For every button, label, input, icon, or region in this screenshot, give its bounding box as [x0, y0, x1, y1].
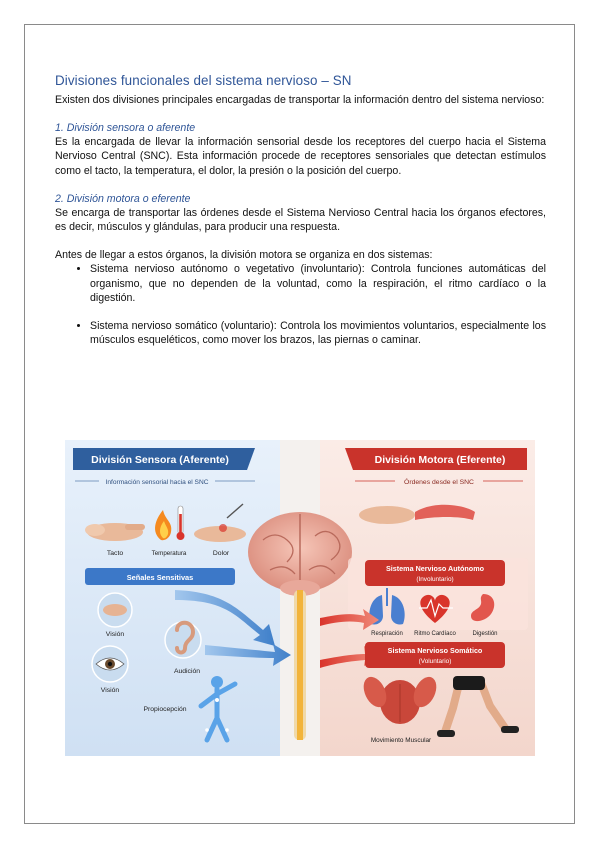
propiocepcion-label: Propiocepción	[143, 706, 187, 713]
eye-icon	[92, 646, 128, 682]
ritmo-label: Ritmo Cardíaco	[414, 631, 456, 637]
section-1-text: Es la encargada de llevar la información sensorial desde los receptores del cuerpo hacia el Sistema Nervioso Central (SNC). Esta información procede de receptores sensoriales que detectan estímulos como el tacto, la temperatura, el dolor, la presión o la posición del cuerpo.	[55, 136, 546, 177]
autonomic-title: Sistema Nervioso Autónomo	[386, 564, 484, 573]
spinal-cord-icon	[294, 590, 306, 740]
section-2-title: 2. División motora o eferente	[55, 192, 191, 205]
document-page	[24, 24, 575, 824]
respiracion-label: Respiración	[371, 631, 403, 637]
audicion-label: Audición	[173, 668, 201, 675]
list-item: • Sistema nervioso somático (voluntario): Controla los movimientos voluntarios, especialmente los músculos esqueléticos, como mover los brazos, las piernas o caminar.	[90, 319, 546, 347]
vision-label-2: Visión	[100, 687, 120, 694]
nervous-system-infographic	[65, 440, 535, 756]
autonomic-subtitle: (Involuntario)	[416, 576, 454, 583]
list-item: • Sistema nervioso autónomo o vegetativo (involuntario): Controla funciones automáticas del organismo, que no dependen de la voluntad, como la respiración, el ritmo cardíaco o la digestión.	[90, 262, 546, 305]
intro-paragraph: Existen dos divisiones principales encargadas de transportar la información dentro del sistema nervioso:	[55, 94, 545, 106]
document-body	[55, 73, 546, 347]
somatic-subtitle: (Voluntario)	[418, 658, 452, 665]
movimiento-label: Movimiento Muscular	[370, 737, 432, 744]
sensory-header-title: División Sensora (Aferente)	[91, 454, 229, 466]
motor-intro-paragraph: Antes de llegar a estos órganos, la división motora se organiza en dos sistemas:	[55, 249, 433, 262]
motor-systems-list	[55, 262, 546, 347]
motor-header-title: División Motora (Eferente)	[374, 454, 506, 466]
motor-subtitle: Órdenes desde el SNC	[404, 479, 474, 486]
section-2-text: Se encarga de transportar las órdenes desde el Sistema Nervioso Central hacia los órganos efectores, es decir, músculos y glándulas, para producir una respuesta.	[55, 206, 546, 234]
vision-hand-icon	[98, 593, 132, 627]
senales-label: Señales Sensitivas	[126, 573, 194, 582]
temperatura-label: Temperatura	[151, 550, 187, 557]
ear-icon	[165, 622, 201, 658]
page-title: Divisiones funcionales del sistema nervioso – SN	[55, 73, 352, 88]
sensory-subtitle: Información sensorial hacia el SNC	[105, 479, 209, 486]
section-1-title: 1. División sensora o aferente	[55, 122, 196, 135]
digestion-label: Digestión	[472, 631, 498, 637]
somatic-title: Sistema Nervioso Somático	[387, 646, 483, 655]
vision-label-1: Visión	[105, 631, 125, 638]
dolor-label: Dolor	[212, 550, 230, 557]
tacto-label: Tacto	[106, 550, 124, 557]
